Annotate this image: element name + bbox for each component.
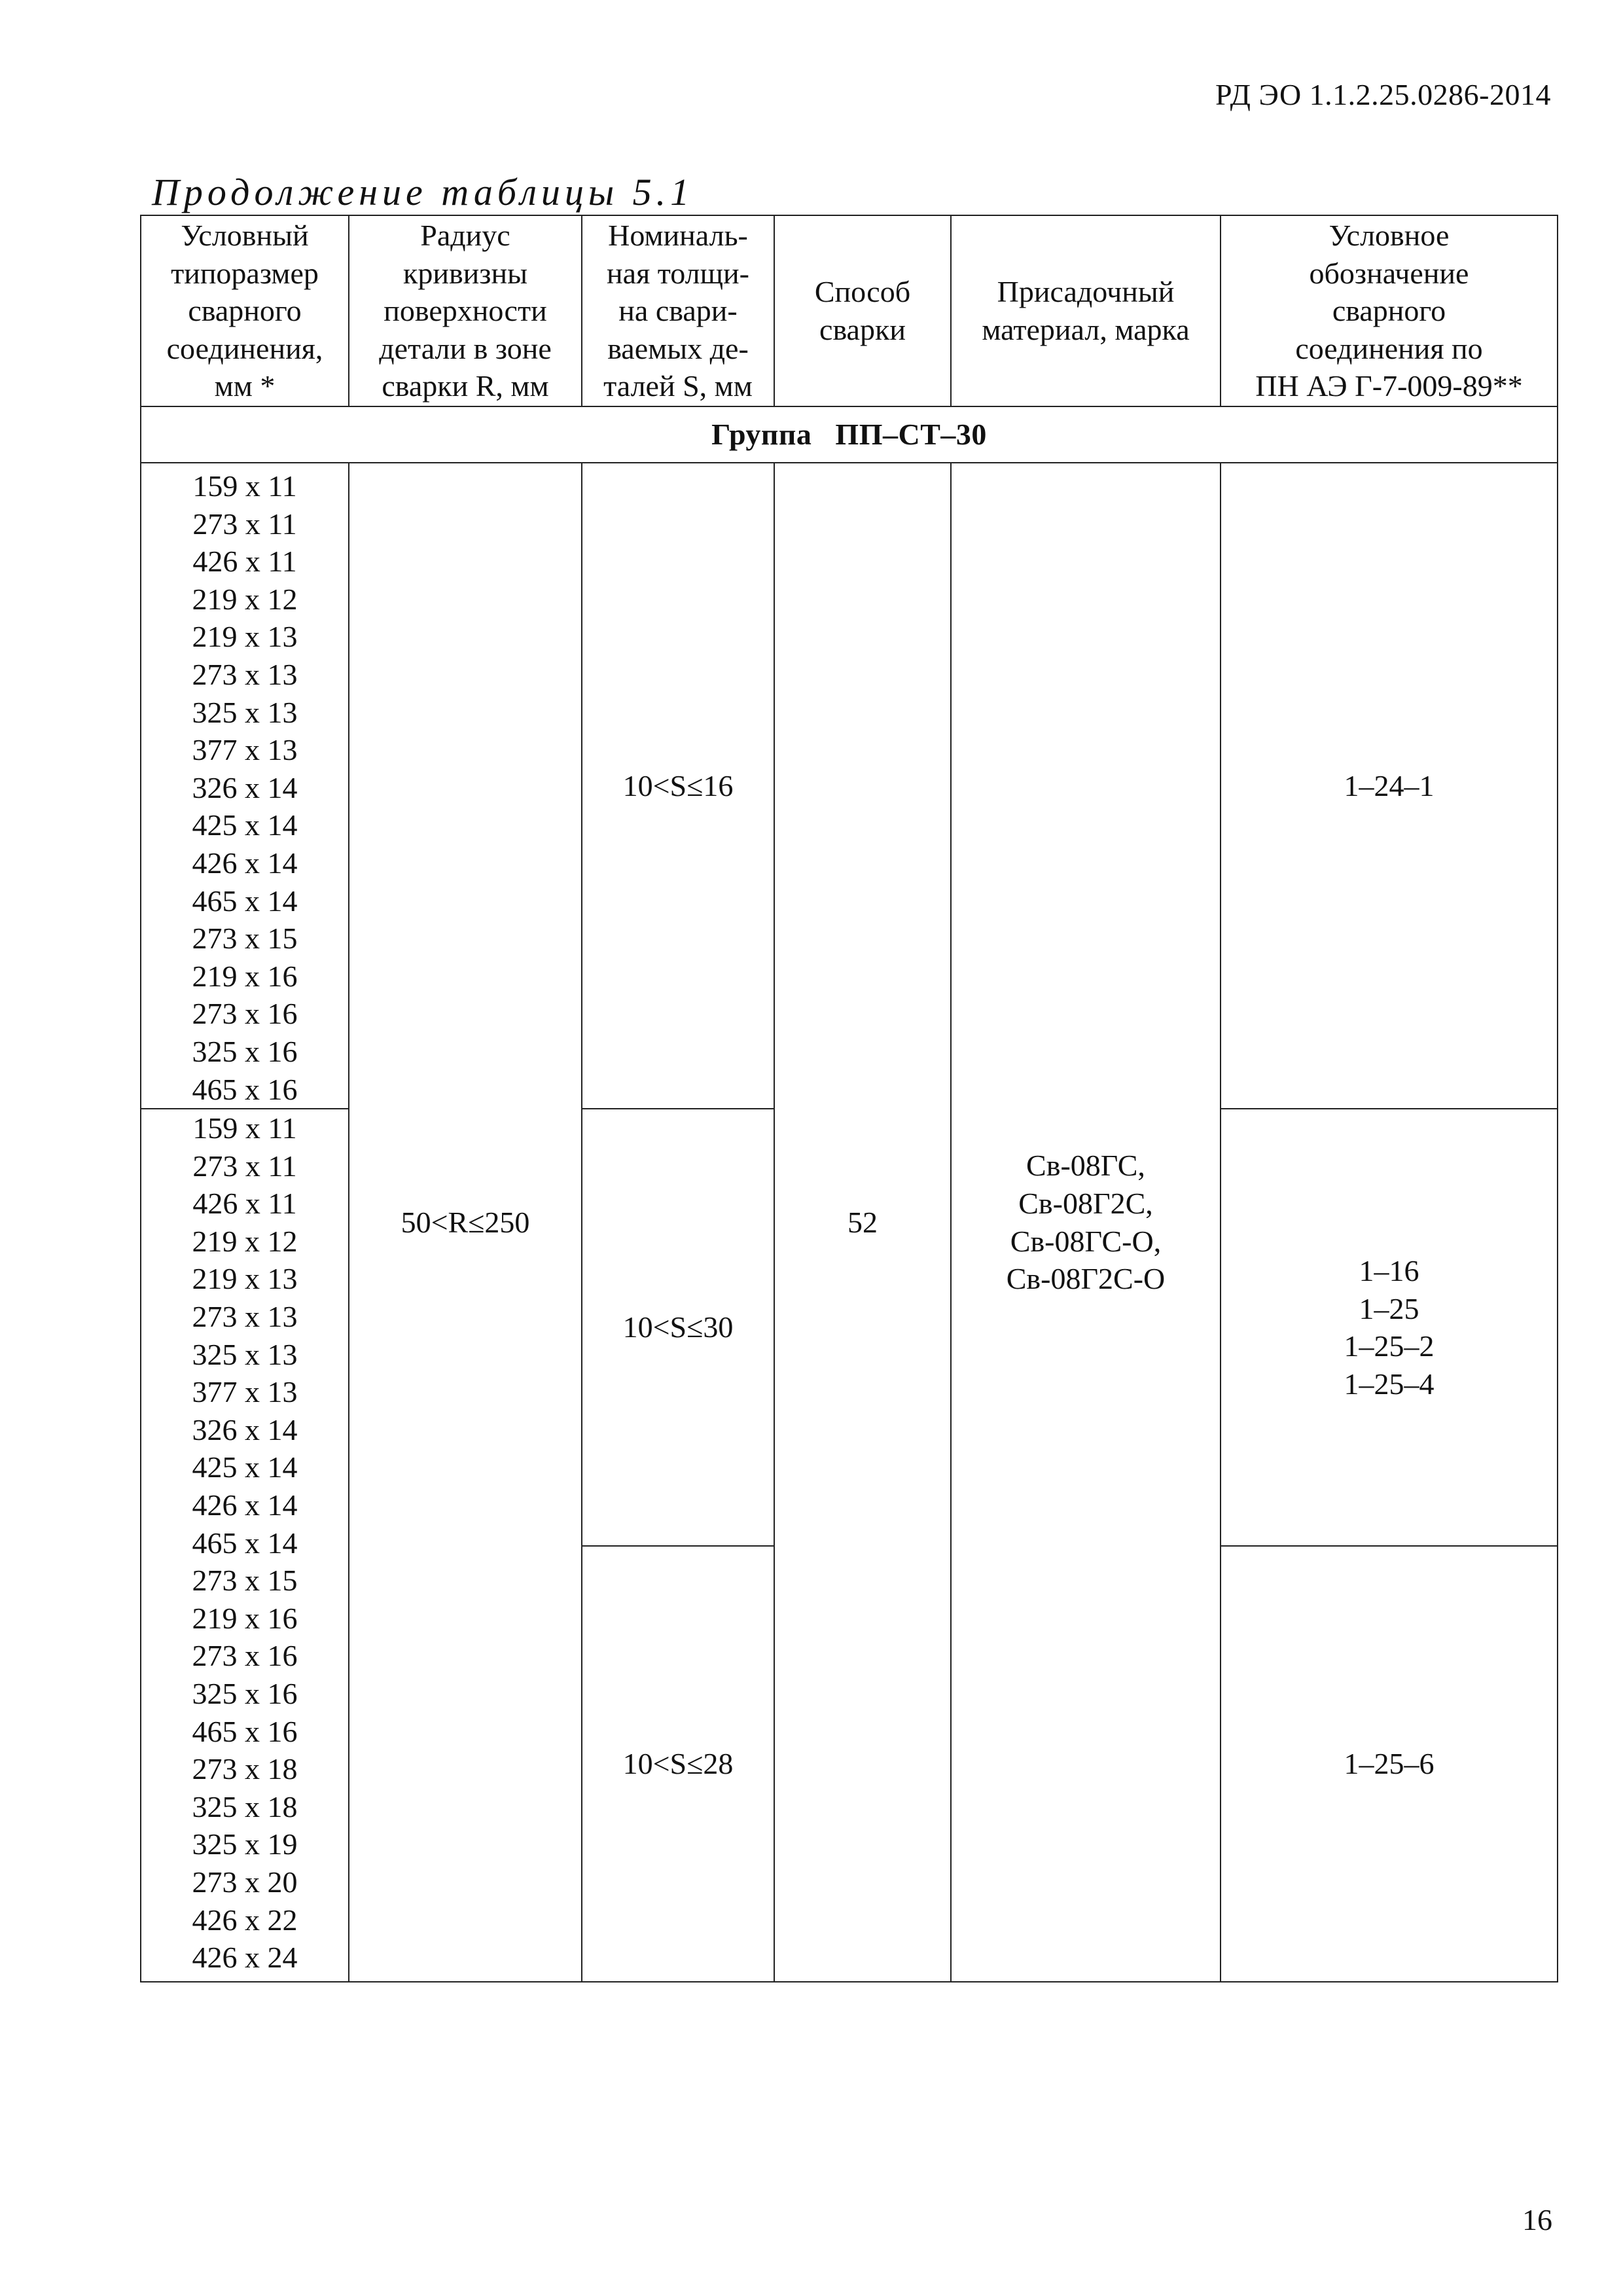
text-line: 273 x 16 [192, 1639, 298, 1673]
text-line: 377 x 13 [192, 1375, 298, 1409]
text-line: Способ [814, 275, 911, 309]
column-header-method [774, 215, 951, 406]
text-line: Св-08Г2С-О [1006, 1262, 1166, 1296]
text-line: 326 x 14 [192, 1412, 298, 1446]
text-line: 426 x 14 [192, 1488, 298, 1522]
text-line: 325 x 19 [192, 1827, 298, 1861]
text-line: 1–25 [1359, 1291, 1419, 1325]
group-label: Группа ПП–СТ–30 [141, 406, 1558, 463]
text-line: 273 x 15 [192, 1564, 298, 1598]
text-line: 159 x 11 [192, 469, 297, 503]
table-header-row [141, 215, 1558, 406]
text-line: 273 x 18 [192, 1752, 298, 1786]
text-line: Св-08Г2С, [1018, 1186, 1153, 1220]
text-line: 1–16 [1359, 1253, 1419, 1287]
radius-cell: 50<R≤250 [349, 463, 582, 1982]
text-line: типоразмер [171, 256, 319, 290]
text-line: 273 x 20 [192, 1865, 298, 1899]
text-line: мм * [214, 369, 276, 403]
text-line: 325 x 16 [192, 1034, 298, 1068]
text-line: ная толщи- [607, 256, 749, 290]
text-line: 325 x 18 [192, 1789, 298, 1823]
text-line: 426 x 24 [192, 1941, 298, 1975]
text-line: 425 x 14 [192, 1450, 298, 1484]
text-line: 273 x 15 [192, 922, 298, 956]
text-line: сварки R, мм [382, 369, 549, 403]
text-line: 465 x 14 [192, 1526, 298, 1560]
text-line: ваемых де- [607, 331, 749, 365]
text-line: на свари- [618, 294, 738, 328]
text-line: 325 x 13 [192, 695, 298, 729]
designation-cell-1 [1221, 463, 1558, 1109]
group-row [141, 406, 1558, 463]
text-line: 1–25–4 [1344, 1367, 1435, 1401]
text-line: Радиус [420, 219, 510, 253]
thickness-cell-2: 10<S≤30 [582, 1109, 774, 1546]
text-line: 1–25–2 [1344, 1329, 1435, 1363]
text-line: 219 x 12 [192, 582, 298, 616]
sizes-cell-1 [141, 463, 349, 1109]
text-line: 465 x 14 [192, 884, 298, 918]
page-number: 16 [1522, 2203, 1552, 2236]
text-line: 273 x 11 [192, 507, 297, 541]
text-line: 1–25–6 [1344, 1747, 1435, 1781]
text-line: 273 x 13 [192, 657, 298, 691]
text-line: 273 x 11 [192, 1149, 297, 1183]
column-header-thickness [582, 215, 774, 406]
text-line: 426 x 11 [192, 545, 297, 579]
text-line: 273 x 16 [192, 997, 298, 1031]
text-line: 465 x 16 [192, 1714, 298, 1748]
text-line: сварного [1332, 294, 1446, 328]
text-line: соединения по [1295, 331, 1483, 365]
designation-cell-2 [1221, 1109, 1558, 1546]
text-line: сварного [188, 294, 302, 328]
table-row [141, 463, 1558, 1109]
text-line: 425 x 14 [192, 808, 298, 842]
document-code: РД ЭО 1.1.2.25.0286-2014 [1215, 78, 1551, 111]
text-line: обозначение [1309, 256, 1469, 290]
welding-table [140, 215, 1558, 1982]
column-header-designation [1221, 215, 1558, 406]
thickness-cell-1: 10<S≤16 [582, 463, 774, 1109]
text-line: сварки [819, 313, 906, 346]
text-line: 326 x 14 [192, 770, 298, 804]
text-line: 465 x 16 [192, 1072, 298, 1106]
text-line: соединения, [166, 331, 323, 365]
sizes-cell-2 [141, 1109, 349, 1982]
text-line: кривизны [403, 256, 527, 290]
text-line: поверхности [383, 294, 547, 328]
text-line: Условное [1329, 219, 1450, 253]
text-line: 219 x 13 [192, 1262, 298, 1296]
text-line: 219 x 12 [192, 1224, 298, 1258]
text-line: 219 x 16 [192, 1601, 298, 1635]
text-line: талей S, мм [603, 369, 753, 403]
column-header-filler [951, 215, 1221, 406]
text-line: материал, марка [982, 313, 1190, 346]
designation-cell-3 [1221, 1546, 1558, 1982]
filler-cell [951, 463, 1221, 1982]
text-line: 426 x 22 [192, 1903, 298, 1937]
text-line: 325 x 16 [192, 1677, 298, 1710]
text-line: 426 x 11 [192, 1187, 297, 1221]
text-line: Присадочный [997, 275, 1175, 309]
text-line: Св-08ГС, [1026, 1149, 1145, 1183]
text-line: 377 x 13 [192, 733, 298, 767]
text-line: Св-08ГС-О, [1010, 1224, 1162, 1258]
text-line: детали в зоне [379, 331, 552, 365]
text-line: 219 x 13 [192, 620, 298, 654]
table-caption: Продолжение таблицы 5.1 [152, 171, 694, 213]
text-line: 219 x 16 [192, 959, 298, 993]
text-line: ПН АЭ Г-7-009-89** [1255, 369, 1523, 403]
text-line: 426 x 14 [192, 846, 298, 880]
text-line: 325 x 13 [192, 1337, 298, 1371]
text-line: Условный [181, 219, 309, 253]
text-line: 273 x 13 [192, 1300, 298, 1334]
method-cell: 52 [774, 463, 951, 1982]
text-line: 159 x 11 [192, 1111, 297, 1145]
thickness-cell-3: 10<S≤28 [582, 1546, 774, 1982]
column-header-radius [349, 215, 582, 406]
text-line: Номиналь- [608, 219, 748, 253]
text-line: 1–24–1 [1344, 768, 1435, 802]
column-header-size [141, 215, 349, 406]
